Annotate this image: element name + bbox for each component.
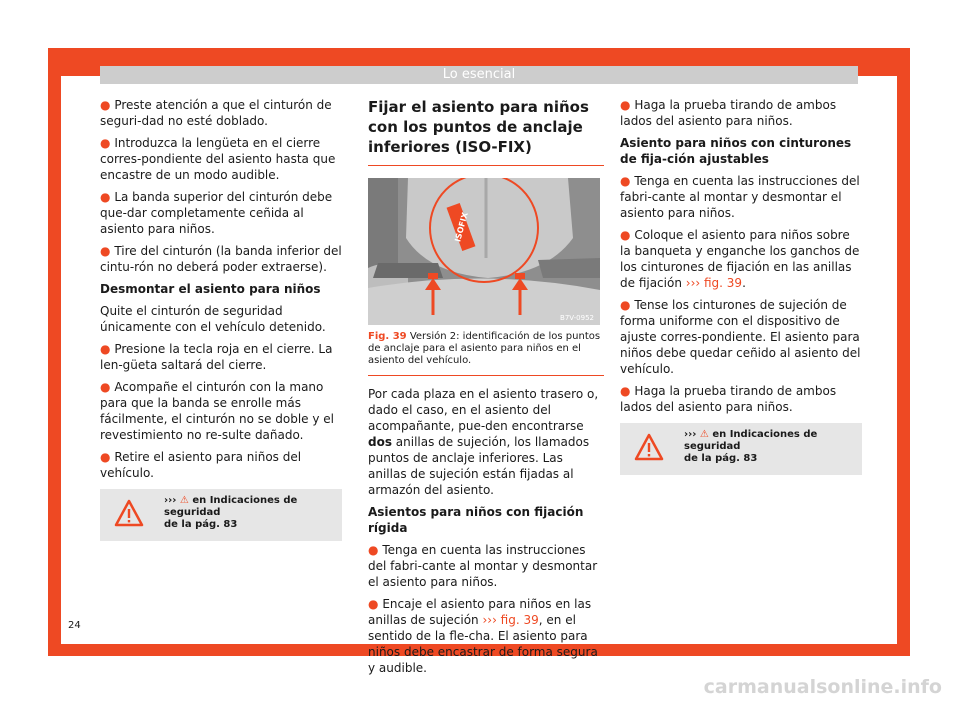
- column-left: [100, 97, 342, 541]
- column-right: [620, 97, 862, 475]
- small-warning-icon: ⚠: [699, 429, 709, 440]
- list-item: ● Encaje el asiento para niños en las anillas de sujeción ››› fig. 39, en el sentido de la fle-cha. El asiento para niños debe encastrar de forma segura y audible.: [368, 597, 598, 675]
- bullet-icon: ●: [100, 244, 111, 258]
- list-item: ● Retire el asiento para niños del vehículo.: [100, 450, 302, 480]
- subheading: Asiento para niños con cinturones de fija-ción ajustables: [620, 136, 852, 166]
- safety-reference-link[interactable]: ››› ⚠ en Indicaciones de seguridad de la pág. 83: [684, 429, 818, 464]
- bullet-icon: ●: [100, 380, 111, 394]
- subheading: Desmontar el asiento para niños: [100, 282, 321, 296]
- safety-reference-box: [620, 423, 862, 475]
- small-warning-icon: ⚠: [179, 495, 189, 506]
- safety-reference-box: [100, 489, 342, 541]
- image-code: B7V-0952: [560, 314, 594, 322]
- bullet-icon: ●: [620, 228, 631, 242]
- bullet-icon: ●: [620, 98, 631, 112]
- bullet-icon: ●: [100, 190, 111, 204]
- column-middle: [368, 97, 604, 682]
- bullet-icon: ●: [620, 384, 631, 398]
- figure-caption: Fig. 39 Versión 2: identificación de los puntos de anclaje para el asiento para niños en el asiento del vehículo.: [368, 331, 604, 376]
- safety-reference-link[interactable]: ››› ⚠ en Indicaciones de seguridad de la pág. 83: [164, 495, 298, 530]
- warning-triangle-icon: [114, 499, 144, 527]
- list-item: ● Preste atención a que el cinturón de seguri-dad no esté doblado.: [100, 98, 332, 128]
- list-item: ● Tense los cinturones de sujeción de forma uniforme con el dispositivo de ajuste corres-pondiente. El asiento para niños debe quedar ceñido al asiento del vehículo.: [620, 298, 861, 376]
- list-item: ● Coloque el asiento para niños sobre la banqueta y enganche los ganchos de los cinturones de fijación en las anillas de fijación ››› fig. 39.: [620, 228, 860, 290]
- watermark: carmanualsonline.info: [703, 676, 942, 698]
- list-item: ● Haga la prueba tirando de ambos lados del asiento para niños.: [620, 384, 837, 414]
- bullet-icon: ●: [100, 450, 111, 464]
- list-item: ● Tenga en cuenta las instrucciones del fabri-cante al montar y desmontar el asiento para niños.: [368, 543, 598, 589]
- warning-triangle-icon: [634, 433, 664, 461]
- list-item: ● Haga la prueba tirando de ambos lados del asiento para niños.: [620, 98, 837, 128]
- list-item: ● Presione la tecla roja en el cierre. La len-güeta saltará del cierre.: [100, 342, 333, 372]
- paragraph: Por cada plaza en el asiento trasero o, dado el caso, en el asiento del acompañante, pue-den encontrarse dos anillas de sujeción, los llamados puntos de anclaje inferiores. Las anillas de sujeción están fijadas al armazón del asiento.: [368, 387, 599, 497]
- bullet-icon: ●: [368, 543, 379, 557]
- page-number: 24: [68, 620, 81, 631]
- subheading: Asientos para niños con fijación rígida: [368, 505, 584, 535]
- list-item: ● Introduzca la lengüeta en el cierre corres-pondiente del asiento hasta que encastre de un modo audible.: [100, 136, 336, 182]
- figure-reference-link[interactable]: ››› fig. 39: [685, 276, 743, 290]
- list-item: ● Tenga en cuenta las instrucciones del fabri-cante al montar y desmontar el asiento para niños.: [620, 174, 860, 220]
- isofix-tag: ISOFIX: [453, 211, 470, 243]
- paragraph: Quite el cinturón de seguridad únicamente con el vehículo detenido.: [100, 304, 326, 334]
- figure-reference-link[interactable]: ››› fig. 39: [482, 613, 539, 627]
- bullet-icon: ●: [100, 98, 111, 112]
- bullet-icon: ●: [620, 298, 631, 312]
- bullet-icon: ●: [100, 136, 111, 150]
- bullet-icon: ●: [100, 342, 111, 356]
- list-item: ● Tire del cinturón (la banda inferior del cintu-rón no deberá poder extraerse).: [100, 244, 342, 274]
- list-item: ● Acompañe el cinturón con la mano para que la banda se enrolle más fácilmente, el cinturón no se doble y el revestimiento no re-sulte dañado.: [100, 380, 334, 442]
- chapter-header: Lo esencial: [100, 66, 858, 84]
- bullet-icon: ●: [620, 174, 631, 188]
- figure-image: [368, 178, 600, 325]
- section-title: Fijar el asiento para niños con los puntos de anclaje inferiores (ISO-FIX): [368, 97, 604, 166]
- bullet-icon: ●: [368, 597, 379, 611]
- list-item: ● La banda superior del cinturón debe que-dar completamente ceñida al asiento para niños.: [100, 190, 333, 236]
- figure-label: Fig. 39: [368, 331, 407, 342]
